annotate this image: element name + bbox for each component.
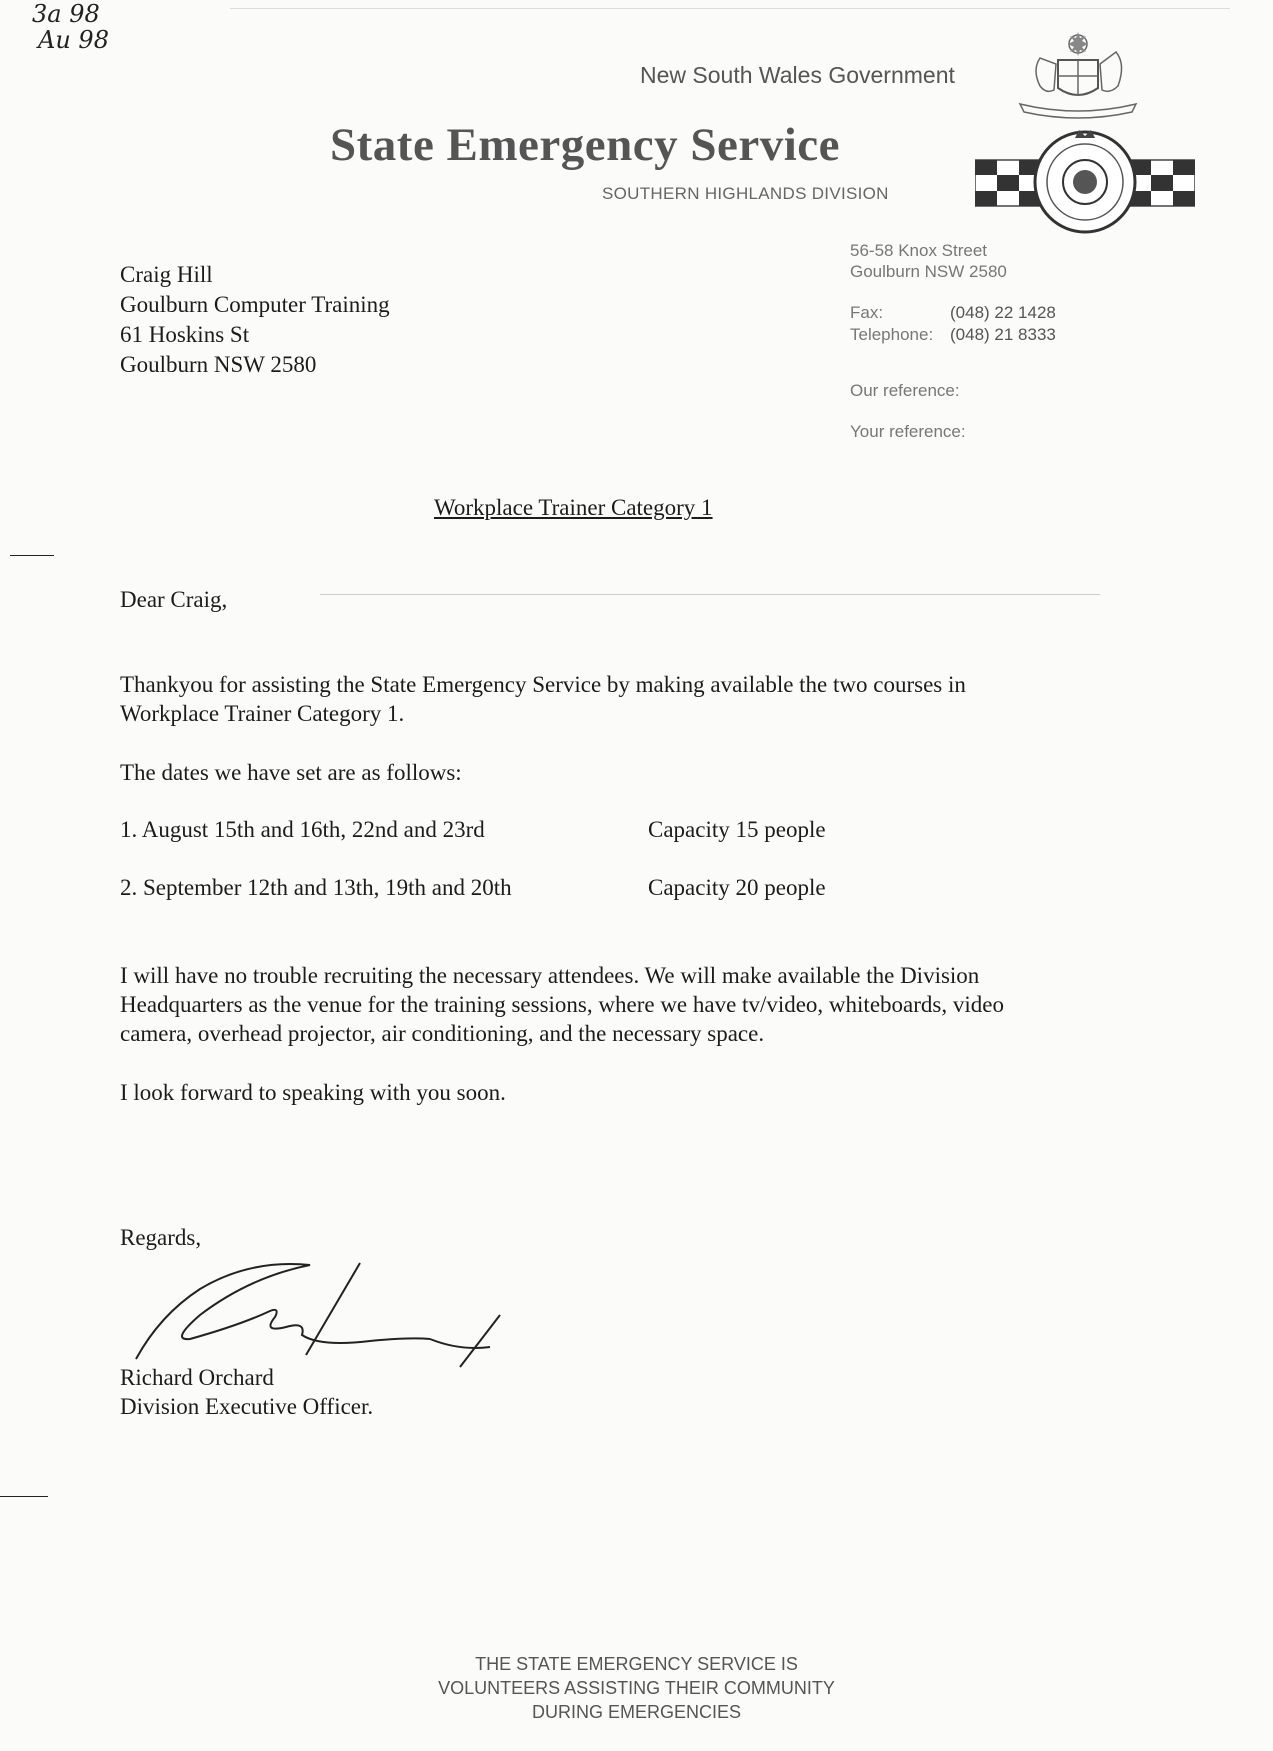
office-street: 56-58 Knox Street: [850, 241, 988, 260]
regards: Regards,: [120, 1225, 202, 1250]
dates-intro: The dates we have set are as follows:: [120, 760, 462, 785]
phone-number: (048) 21 8333: [950, 325, 1056, 344]
government-name: New South Wales Government: [640, 62, 955, 88]
footer-line-1: THE STATE EMERGENCY SERVICE IS: [475, 1654, 798, 1674]
closing-paragraph: I look forward to speaking with you soon.: [120, 1080, 506, 1105]
division-name: SOUTHERN HIGHLANDS DIVISION: [602, 184, 889, 203]
venue-paragraph: I will have no trouble recruiting the necessary attendees. We will make available the Division Headquarters as the venue for the training sessions, where we have tv/video, whiteboards, video camera, overhead projector, air conditioning, and the necessary space.: [120, 963, 1004, 1046]
signatory-title: Division Executive Officer.: [120, 1394, 374, 1419]
recipient-city: Goulburn NSW 2580: [120, 352, 317, 377]
salutation: Dear Craig,: [120, 587, 228, 612]
phone-label: Telephone:: [850, 325, 934, 344]
margin-mark: [10, 555, 54, 556]
margin-mark: [0, 1496, 48, 1497]
recipient-name: Craig Hill: [120, 262, 213, 287]
signatory-name: Richard Orchard: [120, 1365, 274, 1390]
letter-subject: Workplace Trainer Category 1: [434, 495, 713, 520]
intro-paragraph: Thankyou for assisting the State Emergency Service by making available the two courses in Workplace Trainer Category 1.: [120, 672, 966, 726]
our-reference-label: Our reference:: [850, 381, 960, 400]
fax-label: Fax:: [850, 303, 884, 322]
scan-edge-line: [230, 8, 1230, 9]
your-reference-label: Your reference:: [850, 422, 966, 441]
scan-artifact-line: [320, 594, 1100, 595]
ses-badge-icon: [975, 122, 1195, 242]
handwritten-note-second: Au 98: [38, 26, 109, 54]
course-2-dates: 2. September 12th and 13th, 19th and 20th: [120, 875, 512, 900]
footer-line-3: DURING EMERGENCIES: [531, 1702, 742, 1722]
service-name: State Emergency Service: [330, 119, 841, 171]
course-2-capacity: Capacity 20 people: [648, 875, 826, 900]
course-1-capacity: Capacity 15 people: [648, 817, 826, 842]
course-1-dates: 1. August 15th and 16th, 22nd and 23rd: [120, 817, 485, 842]
office-city: Goulburn NSW 2580: [850, 262, 1007, 281]
coat-of-arms-icon: [1010, 30, 1145, 120]
recipient-company: Goulburn Computer Training: [120, 292, 390, 317]
recipient-street: 61 Hoskins St: [120, 322, 250, 347]
footer-line-2: VOLUNTEERS ASSISTING THEIR COMMUNITY: [438, 1678, 835, 1698]
handwritten-note-top: 3a 98: [32, 0, 100, 28]
fax-number: (048) 22 1428: [950, 303, 1056, 322]
